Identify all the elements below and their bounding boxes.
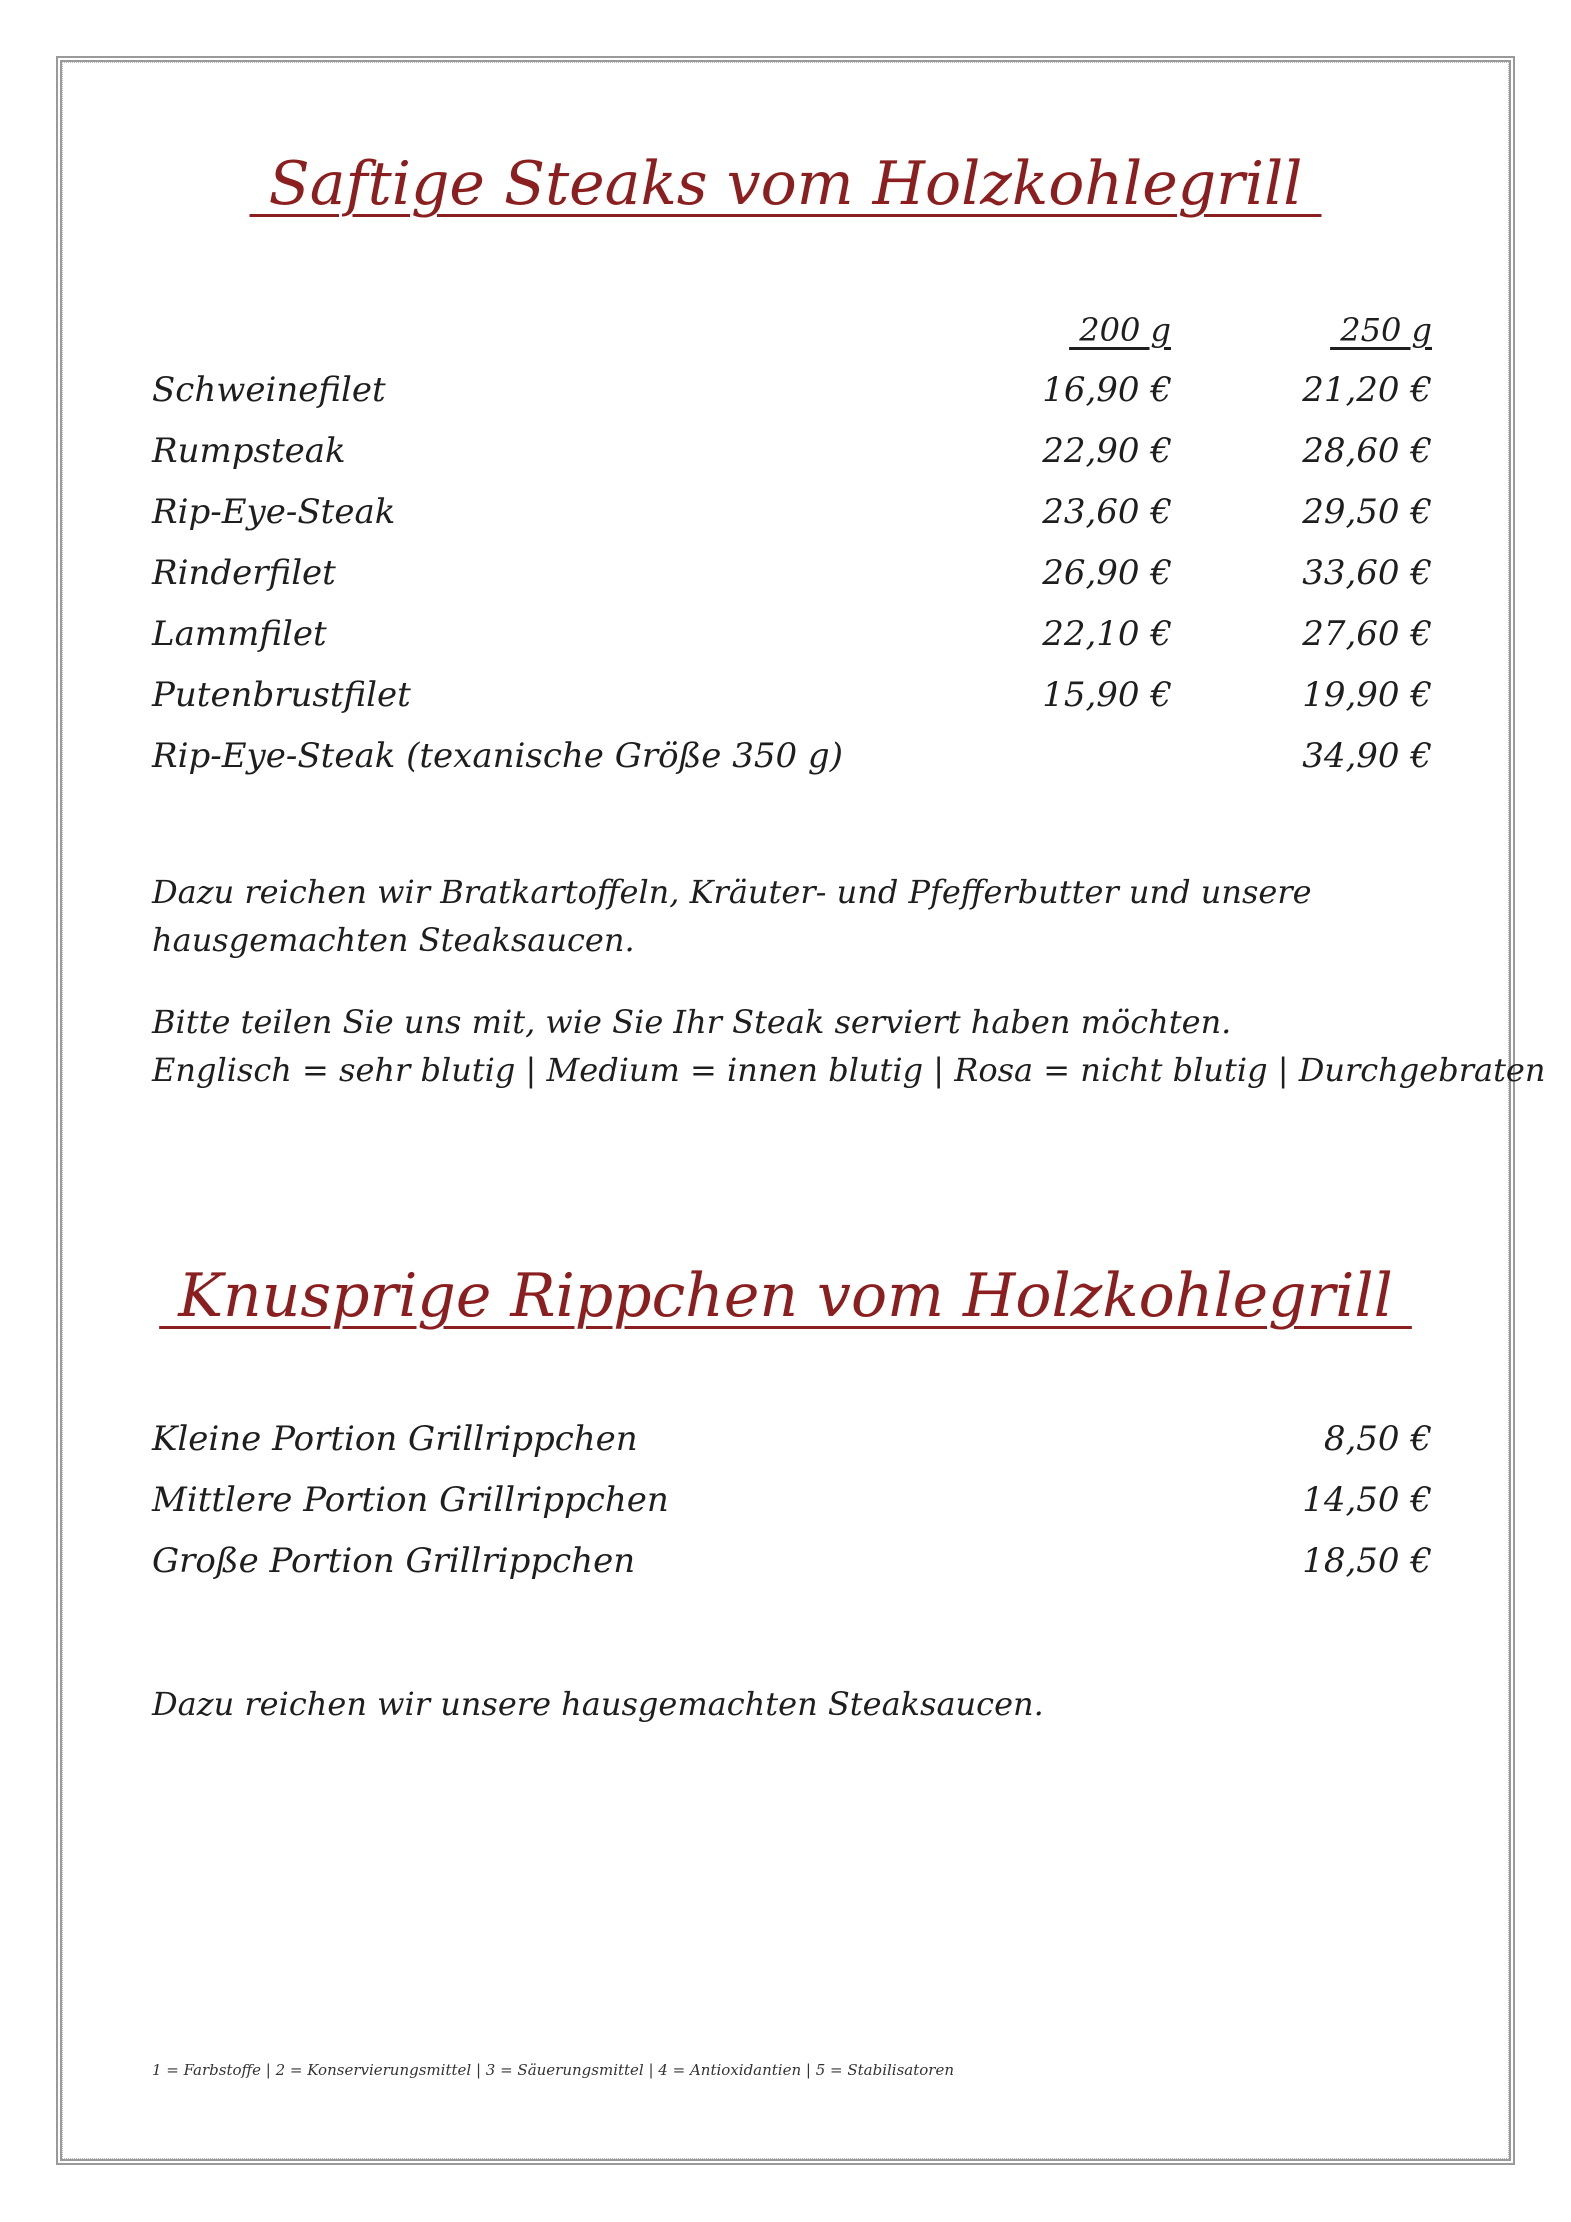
price-250g: 27,60 € (1302, 614, 1432, 654)
ribs-side-note (152, 1680, 1452, 1728)
price-250g: 33,60 € (1302, 553, 1432, 593)
ribs-row (152, 1409, 1432, 1469)
steak-row (152, 543, 1432, 603)
steak-name: Rip-Eye-Steak (texanische Größe 350 g) (152, 736, 843, 776)
price-250g: 28,60 € (1302, 431, 1432, 471)
price-200g: 15,90 € (1042, 675, 1172, 715)
column-header-250g: 250 g (1330, 311, 1432, 349)
ribs-row (152, 1531, 1432, 1591)
steak-name: Lammfilet (152, 614, 327, 654)
ribs-name: Mittlere Portion Grillrippchen (152, 1480, 669, 1520)
steak-row (152, 726, 1432, 786)
ribs-price: 18,50 € (1302, 1541, 1432, 1581)
ribs-price: 14,50 € (1302, 1480, 1432, 1520)
price-200g: 22,90 € (1042, 431, 1172, 471)
steak-row (152, 482, 1432, 542)
price-250g: 21,20 € (1302, 370, 1432, 410)
steak-name: Schweinefilet (152, 370, 386, 410)
price-200g: 26,90 € (1042, 553, 1172, 593)
doneness-question: Bitte teilen Sie uns mit, wie Sie Ihr Steak serviert haben möchten. (152, 1003, 1232, 1041)
price-200g: 16,90 € (1042, 370, 1172, 410)
steak-name: Rinderfilet (152, 553, 336, 593)
price-200g: 22,10 € (1042, 614, 1172, 654)
ribs-side-note-line: Dazu reichen wir unsere hausgemachten Steaksaucen. (152, 1685, 1044, 1723)
steak-side-note-line: hausgemachten Steaksaucen. (152, 921, 635, 959)
steak-name: Putenbrustfilet (152, 675, 411, 715)
steak-side-note (152, 868, 1452, 964)
steak-row (152, 421, 1432, 481)
steak-name: Rip-Eye-Steak (152, 492, 396, 532)
additives-footnote: 1 = Farbstoffe | 2 = Konservierungsmittel | 3 = Säuerungsmittel | 4 = Antioxidantien | 5 = Stabilisatoren (152, 2061, 955, 2079)
price-250g: 19,90 € (1302, 675, 1432, 715)
price-200g: 23,60 € (1042, 492, 1172, 532)
ribs-name: Große Portion Grillrippchen (152, 1541, 636, 1581)
ribs-name: Kleine Portion Grillrippchen (152, 1419, 638, 1459)
ribs-row (152, 1470, 1432, 1530)
steak-row (152, 665, 1432, 725)
ribs-price: 8,50 € (1323, 1419, 1432, 1459)
ribs-heading (0, 1256, 1571, 1336)
price-250g: 29,50 € (1302, 492, 1432, 532)
doneness-options: Englisch = sehr blutig | Medium = innen blutig | Rosa = nicht blutig | Durchgebraten (152, 1051, 1546, 1089)
steak-side-note-line: Dazu reichen wir Bratkartoffeln, Kräuter- und Pfefferbutter und unsere (152, 873, 1312, 911)
steak-row (152, 604, 1432, 664)
steak-name: Rumpsteak (152, 431, 346, 471)
steaks-heading (0, 144, 1571, 224)
column-header-200g: 200 g (1069, 311, 1171, 349)
price-250g: 34,90 € (1302, 736, 1432, 776)
ribs-heading-text: Knusprige Rippchen vom Holzkohlegrill (159, 1261, 1412, 1331)
doneness-note (152, 998, 1546, 1094)
steaks-heading-text: Saftige Steaks vom Holzkohlegrill (249, 149, 1322, 219)
steak-row (152, 360, 1432, 420)
